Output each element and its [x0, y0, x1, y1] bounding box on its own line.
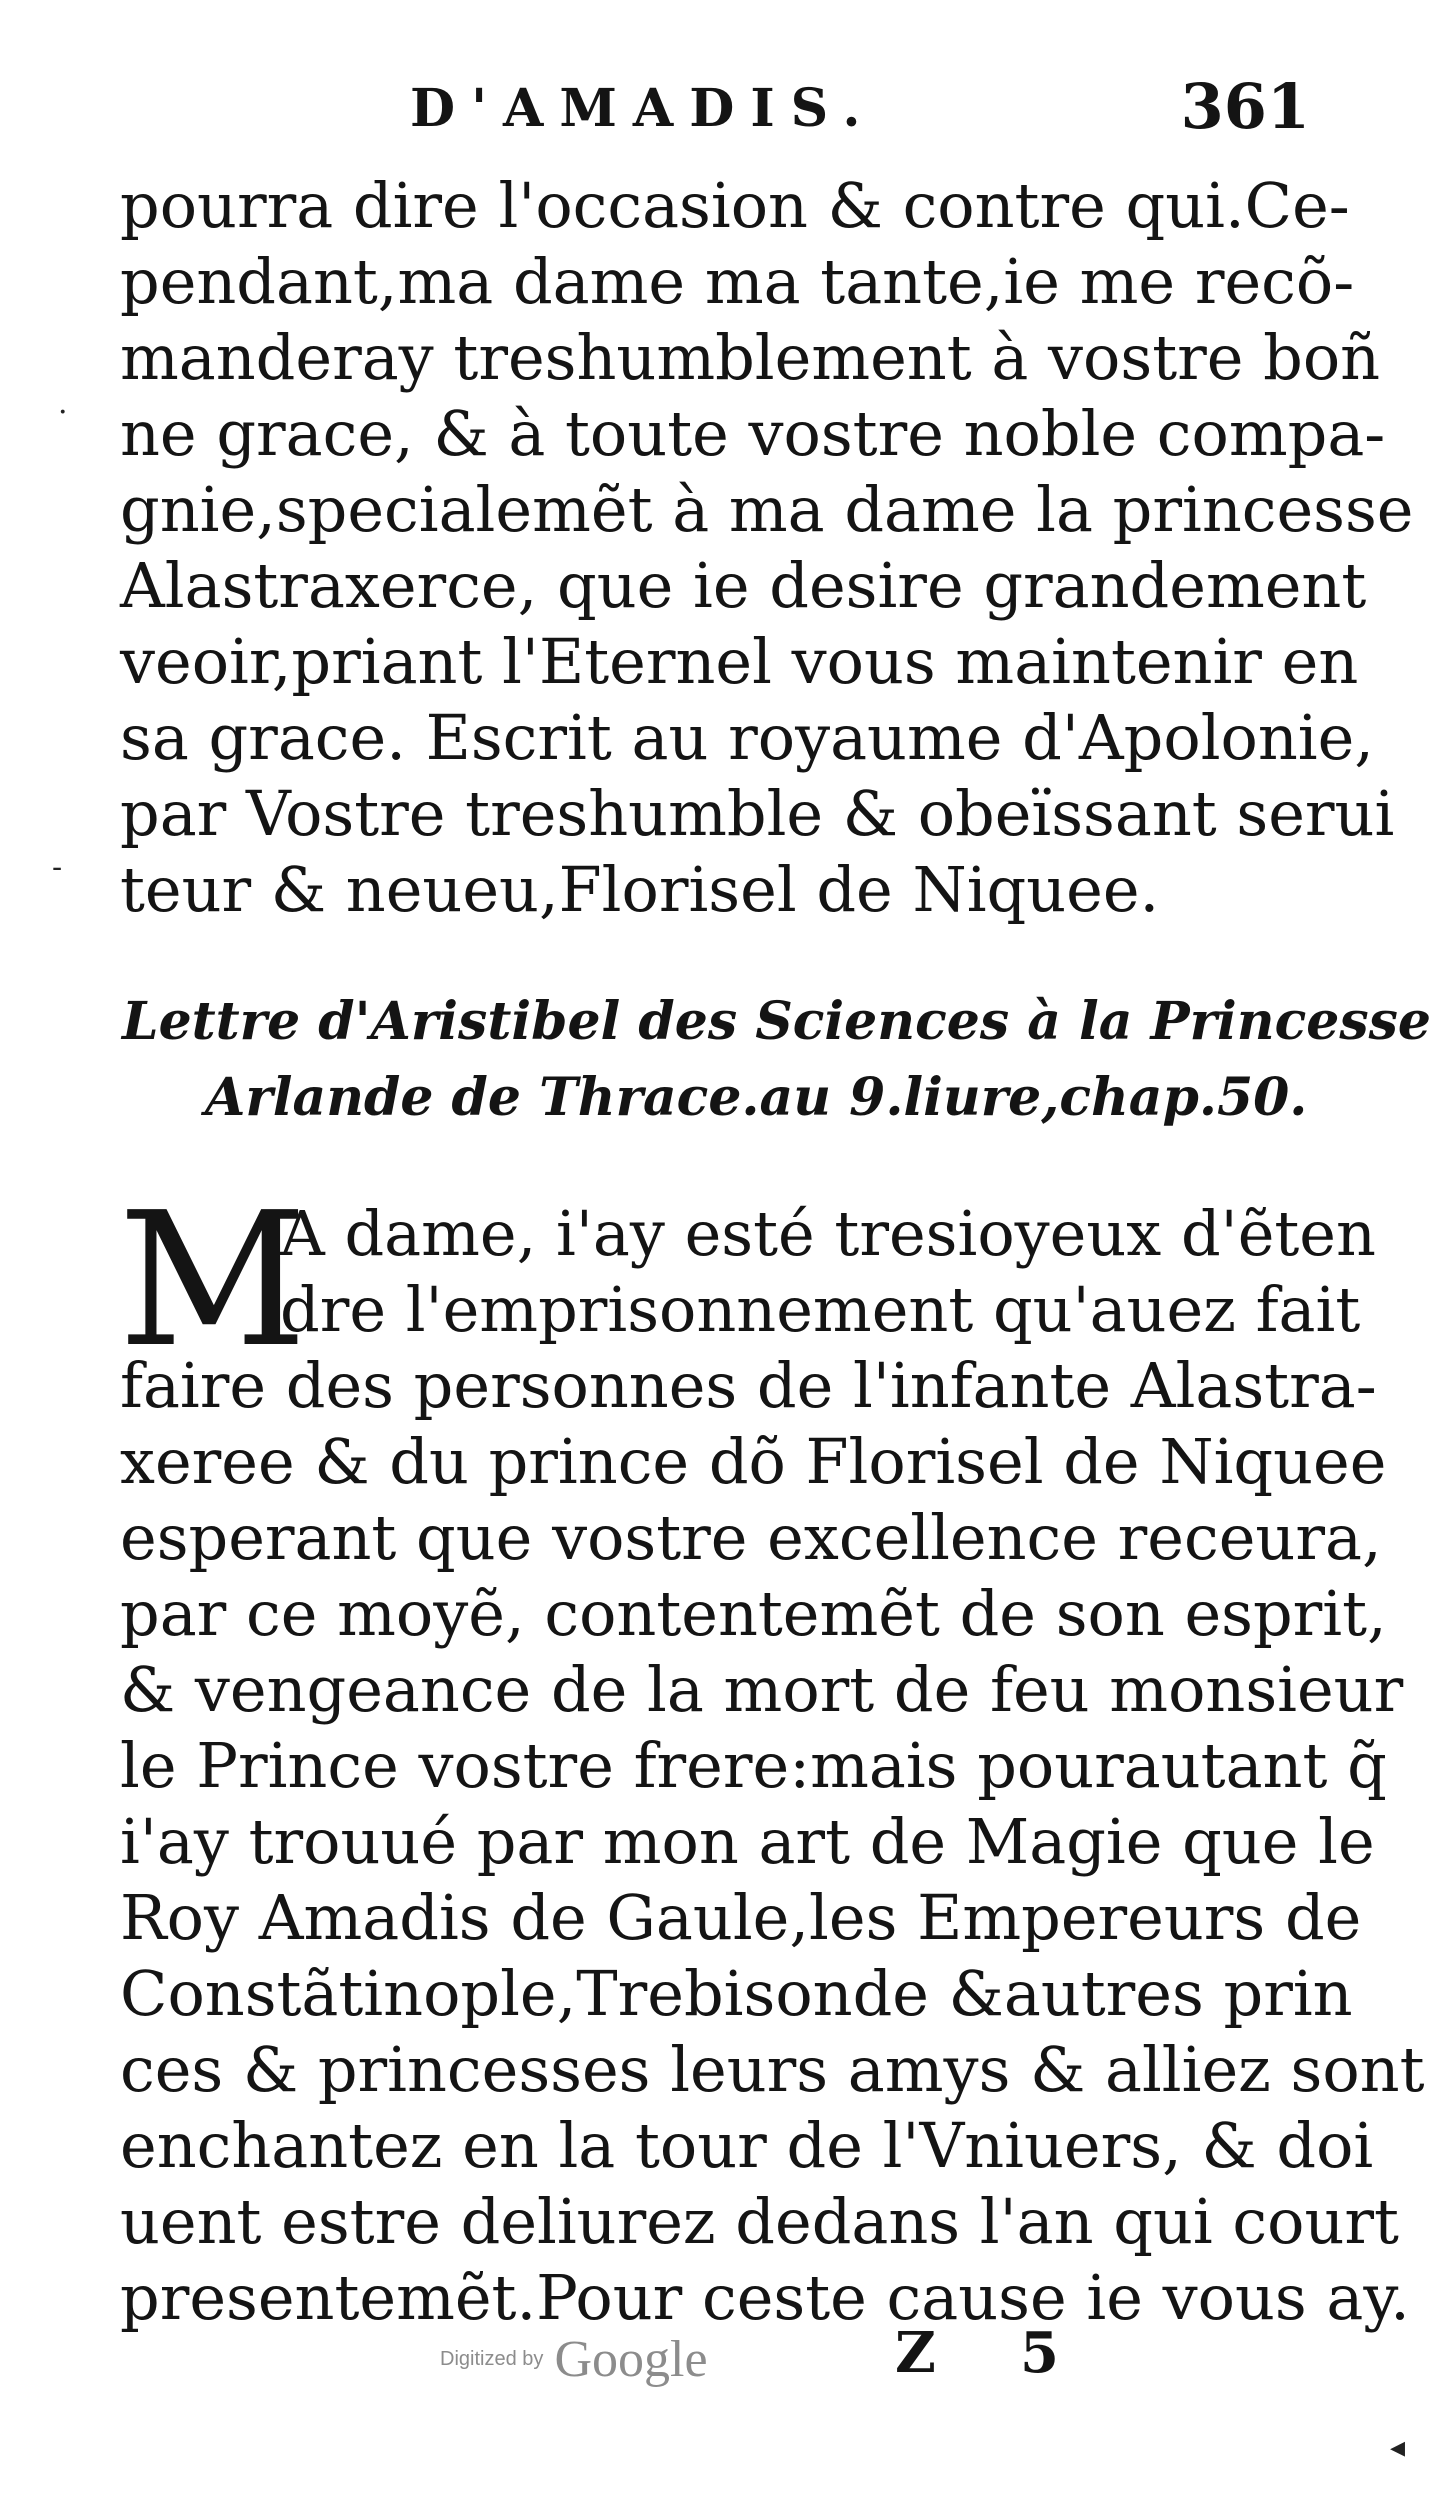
text-line: par Vostre treshumble & obeïssant serui [120, 777, 1395, 850]
drop-cap: M [118, 1172, 308, 1388]
page-header [120, 70, 1310, 160]
text-line: Alastraxerce, que ie desire grandement [120, 549, 1367, 622]
text-line: le Prince vostre frere:mais pourautant q̃ [120, 1729, 1387, 1802]
text-line: presentemẽt.Pour ceste cause ie vous ay. [120, 2261, 1410, 2334]
text-line: Constãtinople,Trebisonde &autres prin [120, 1957, 1353, 2030]
signature-number: 5 [1020, 2320, 1059, 2386]
text-line: pendant,ma dame ma tante,ie me recõ- [120, 245, 1355, 318]
margin-speck: ◂ [1390, 2430, 1406, 2465]
letter-heading-line: Arlande de Thrace.au 9.liure,chap.50. [205, 1067, 1308, 1128]
text-line: par ce moyẽ, contentemẽt de son esprit, [120, 1577, 1387, 1650]
text-line: sa grace. Escrit au royaume d'Apolonie, [120, 701, 1375, 774]
text-line: manderay treshumblement à vostre boñ [120, 321, 1381, 394]
page-number: 361 [1180, 70, 1310, 143]
text-line: faire des personnes de l'infante Alastra- [120, 1349, 1377, 1422]
text-line: dre l'emprisonnement qu'auez fait [280, 1273, 1361, 1346]
text-line: ne grace, & à toute vostre noble compa- [120, 397, 1386, 470]
running-title: D'AMADIS. [410, 78, 877, 139]
text-line: & vengeance de la mort de feu monsieur [120, 1653, 1404, 1726]
text-line: enchantez en la tour de l'Vniuers, & doi [120, 2109, 1374, 2182]
text-line: ces & princesses leurs amys & alliez sont [120, 2033, 1425, 2106]
text-line: teur & neueu,Florisel de Niquee. [120, 853, 1160, 926]
text-line: xeree & du prince dõ Florisel de Niquee [120, 1425, 1387, 1498]
text-line: pourra dire l'occasion & contre qui.Ce- [120, 169, 1350, 242]
google-logo: Google [554, 2331, 708, 2388]
margin-speck: · [58, 395, 68, 430]
text-line: veoir,priant l'Eternel vous maintenir en [120, 625, 1359, 698]
text-line: A dame, i'ay esté tresioyeux d'ẽten [280, 1197, 1376, 1270]
letter-heading-line: Lettre d'Aristibel des Sciences à la Princesse [122, 991, 1431, 1052]
text-line: uent estre deliurez dedans l'an qui court [120, 2185, 1399, 2258]
margin-speck: - [52, 850, 63, 885]
signature-letter: Z [895, 2320, 936, 2386]
text-line: esperant que vostre excellence receura, [120, 1501, 1382, 1574]
text-line: gnie,specialemẽt à ma dame la princesse [120, 473, 1414, 546]
text-line: Roy Amadis de Gaule,les Empereurs de [120, 1881, 1362, 1954]
digitized-label: Digitized by [440, 2348, 544, 2370]
digitized-watermark [440, 2330, 708, 2389]
text-line: i'ay trouué par mon art de Magie que le [120, 1805, 1375, 1878]
